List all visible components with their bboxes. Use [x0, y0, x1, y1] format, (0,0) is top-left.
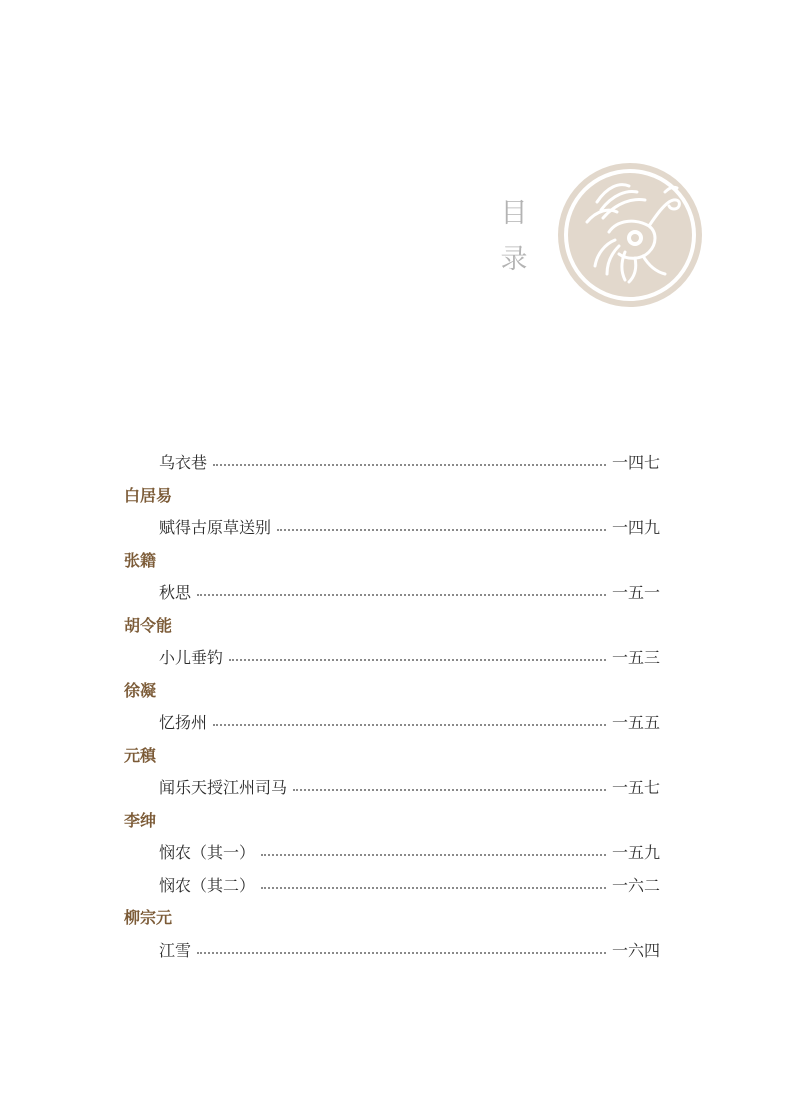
toc-author	[124, 740, 660, 773]
dot-leader	[277, 529, 606, 531]
toc-entry[interactable]	[124, 512, 660, 545]
dot-leader	[213, 724, 606, 726]
toc-entry-page: 一五九	[611, 843, 660, 863]
toc-entry[interactable]	[124, 642, 660, 675]
toc-entry-page: 一四九	[611, 518, 660, 538]
dot-leader	[197, 952, 606, 954]
toc-heading	[497, 198, 531, 276]
toc-entry-title: 闻乐天授江州司马	[159, 778, 288, 798]
toc-entry-page: 一五三	[611, 648, 660, 668]
toc-author-name: 胡令能	[124, 615, 173, 635]
toc-author	[124, 610, 660, 643]
toc-entry-page: 一五五	[611, 713, 660, 733]
toc-author	[124, 480, 660, 513]
toc-author-name: 柳宗元	[124, 908, 173, 928]
phoenix-seal-icon	[557, 162, 703, 308]
toc-author-name: 张籍	[124, 550, 157, 570]
dot-leader	[197, 594, 606, 596]
toc-entry-page: 一六二	[611, 875, 660, 895]
toc-entry-title: 悯农（其二）	[159, 875, 256, 895]
toc-entry-page: 一六四	[611, 940, 660, 960]
toc-entry[interactable]	[124, 447, 660, 480]
toc-author	[124, 545, 660, 578]
toc-author-name: 白居易	[124, 485, 173, 505]
toc-entry-title: 悯农（其一）	[159, 843, 256, 863]
toc-author	[124, 902, 660, 935]
toc-entry[interactable]	[124, 837, 660, 870]
toc-author	[124, 675, 660, 708]
toc-entry-page: 一四七	[611, 453, 660, 473]
toc-entry[interactable]	[124, 577, 660, 610]
toc-entry-title: 江雪	[159, 940, 192, 960]
toc-author-name: 徐凝	[124, 680, 157, 700]
dot-leader	[261, 887, 606, 889]
toc-entry-title: 乌衣巷	[159, 453, 208, 473]
toc-entry-page: 一五一	[611, 583, 660, 603]
toc-entry-title: 秋思	[159, 583, 192, 603]
dot-leader	[229, 659, 606, 661]
toc-entry-title: 赋得古原草送别	[159, 518, 272, 538]
toc-entry-title: 小儿垂钓	[159, 648, 224, 668]
toc-entry-page: 一五七	[611, 778, 660, 798]
toc-entry[interactable]	[124, 935, 660, 968]
toc-author-name: 李绅	[124, 810, 157, 830]
toc-author-name: 元稹	[124, 745, 157, 765]
dot-leader	[213, 464, 606, 466]
dot-leader	[261, 854, 606, 856]
toc-entry[interactable]	[124, 772, 660, 805]
toc-author	[124, 805, 660, 838]
toc-heading-char: 目	[500, 198, 528, 229]
toc-heading-char: 录	[500, 244, 528, 275]
toc-entry[interactable]	[124, 870, 660, 903]
dot-leader	[293, 789, 606, 791]
toc-entry[interactable]	[124, 707, 660, 740]
toc-entry-title: 忆扬州	[159, 713, 208, 733]
toc-list	[124, 447, 660, 967]
